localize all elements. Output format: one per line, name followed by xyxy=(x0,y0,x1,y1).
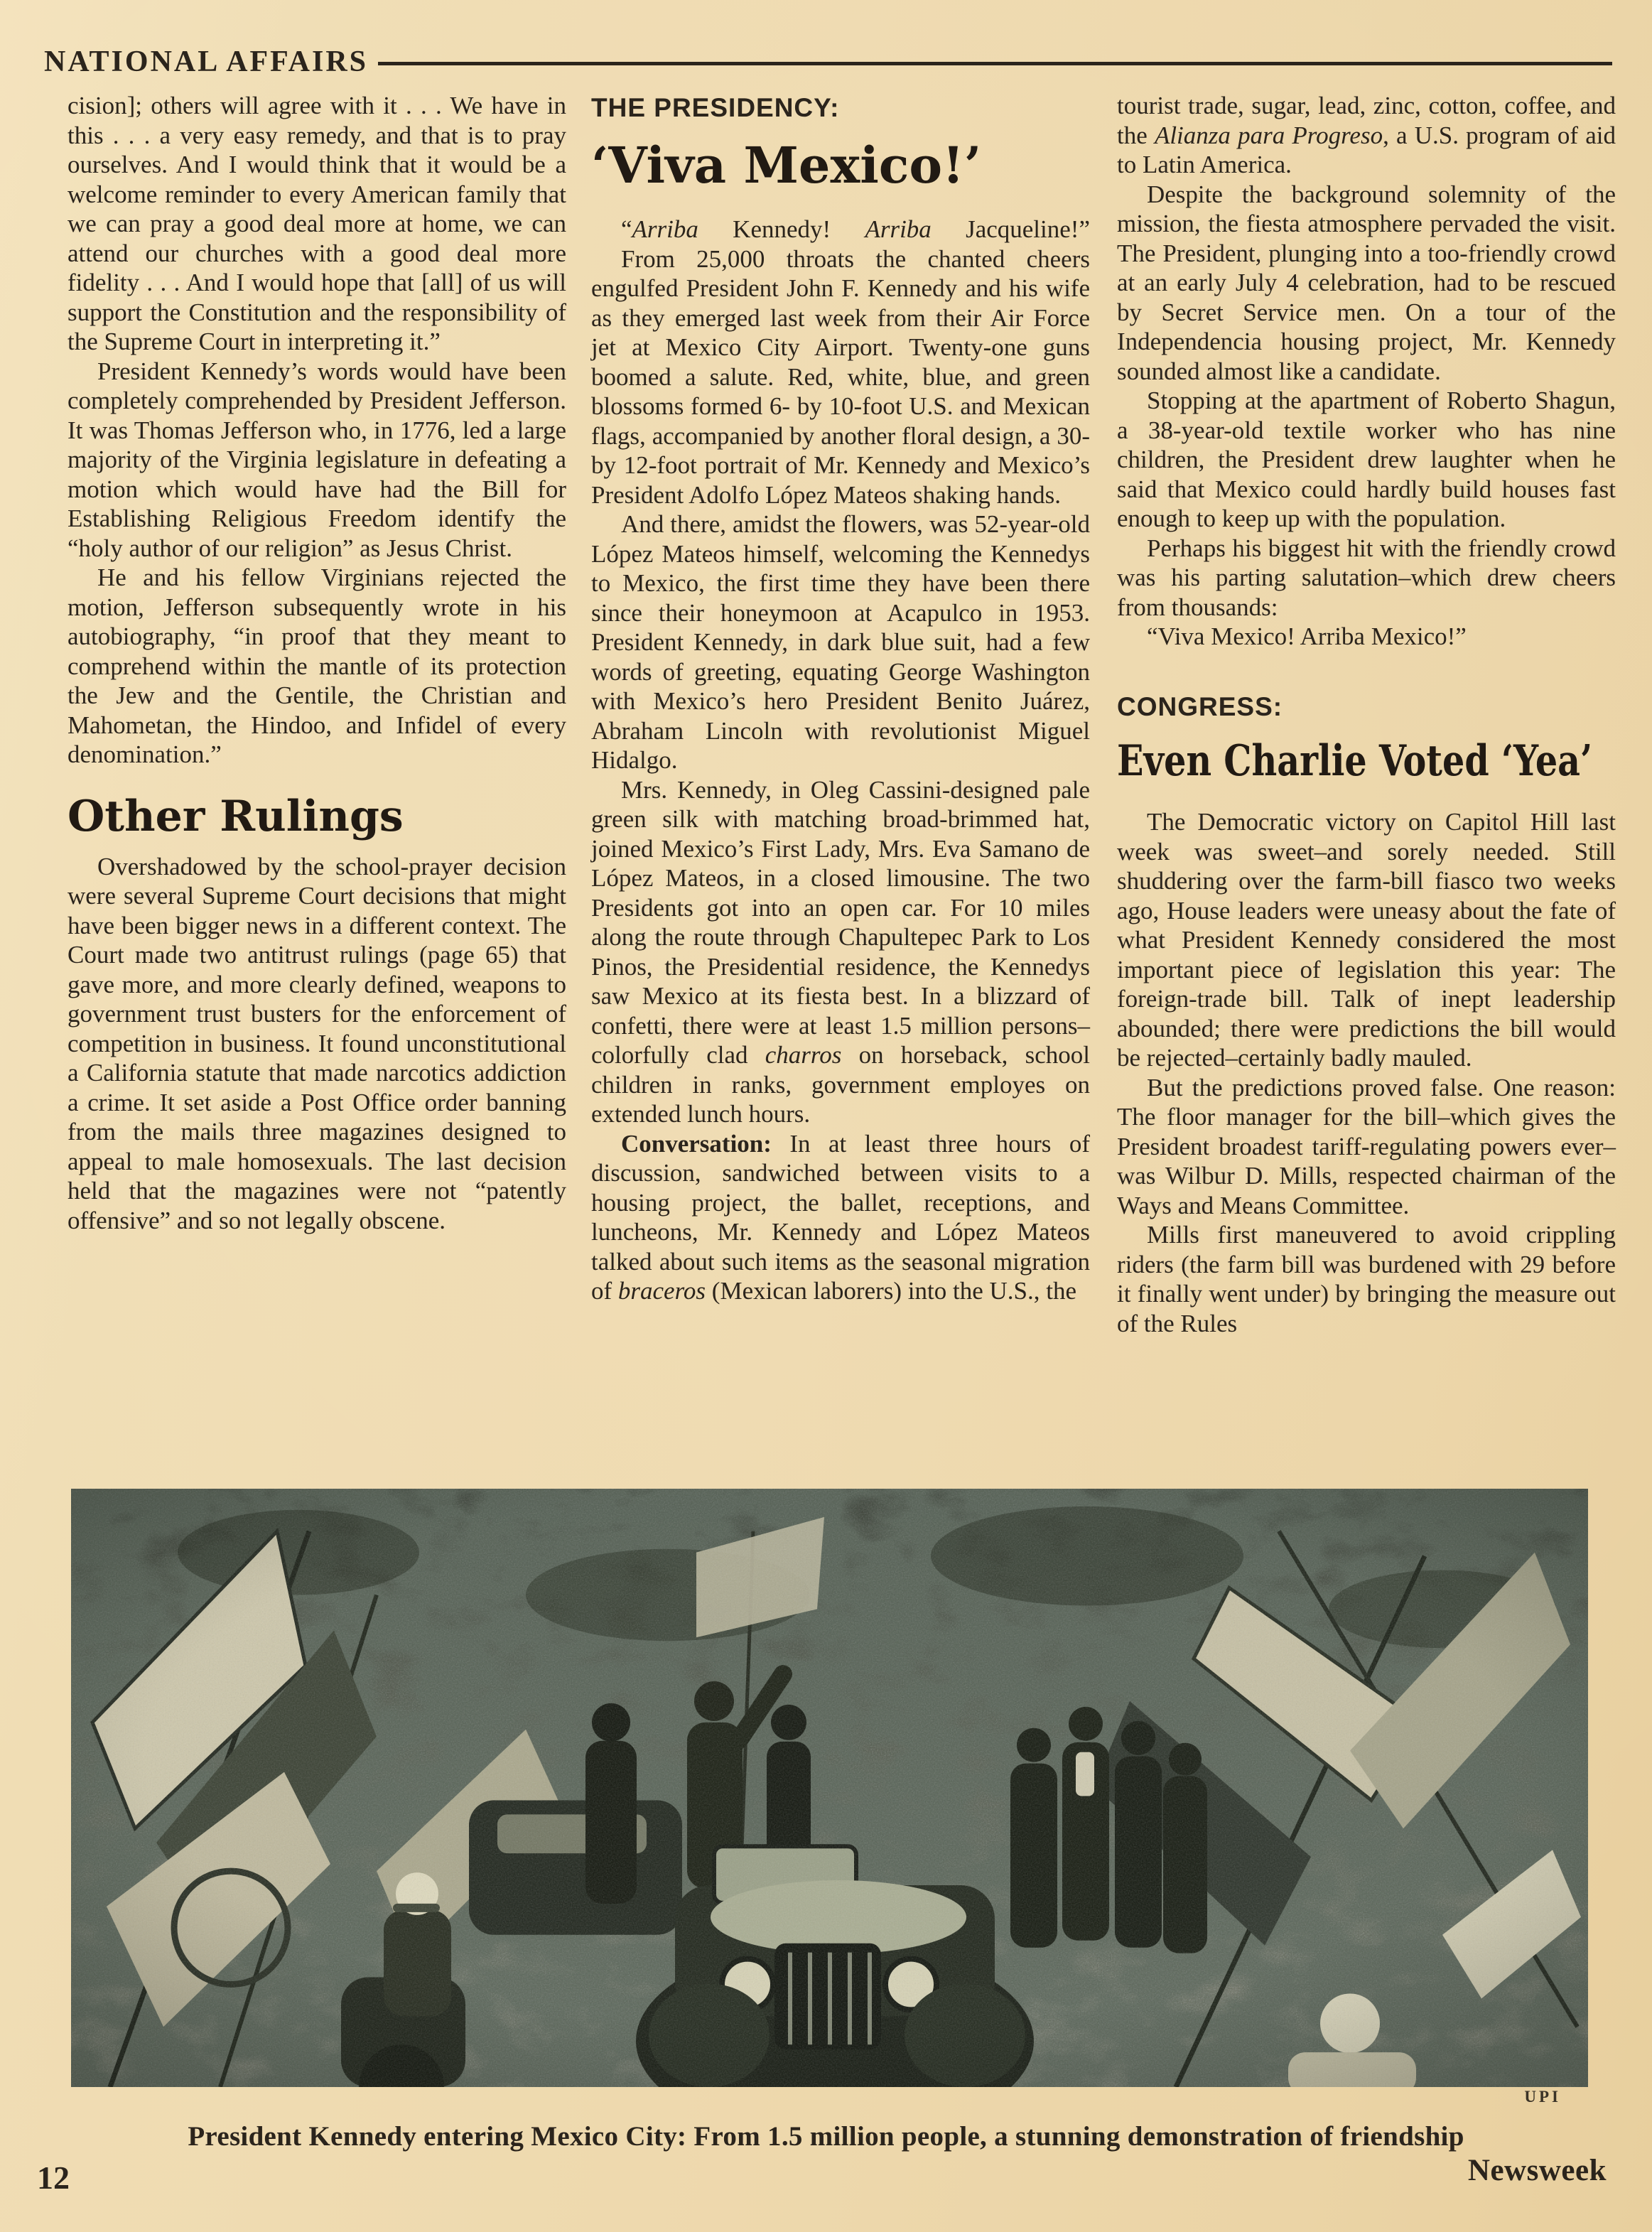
paragraph: From 25,000 throats the chanted cheers engulfed President John F. Kennedy and his wife as they emerged last week from their Air Force jet at Mexico City Airport. Twenty-one guns boomed a salute. Red, white, blue, and green blossoms formed 6- by 10-foot U.S. and Mexican flags, accompanied by another floral design, a 30- by 12-foot portrait of Mr. Kennedy and Mexico’s President Adolfo López Mateos shaking hands. xyxy=(591,244,1090,509)
photo-image xyxy=(71,1489,1588,2087)
kicker-congress: CONGRESS: xyxy=(1117,691,1283,721)
paragraph: “Arriba Kennedy! Arriba Jacqueline!” xyxy=(621,215,1090,244)
section-header xyxy=(44,47,1612,77)
photo-kennedy-motorcade xyxy=(71,1489,1588,2087)
paragraph: Overshadowed by the school-prayer decision were several Supreme Court decisions that might have been bigger news in a different context. The Court made two antitrust rulings (page 65) that gave more, and more clearly defined, weapons to government trust busters for the enforcement of competition in business. It found unconstitutional a California statute that made narcotics addiction a crime. It set aside a Post Office order banning from the mails three magazines designed to appeal to male homosexuals. The last decision held that the magazines were not “patently offensive” and so not legally obscene. xyxy=(68,852,566,1234)
header-rule xyxy=(378,62,1612,65)
kicker-presidency: THE PRESIDENCY: xyxy=(591,93,840,122)
paragraph: He and his fellow Virginians rejected the motion, Jefferson subsequently wrote in his autobiography, “in proof that they meant to comprehend within the mantle of its protection the Jew and the Gentile, the Christian and Mahometan, the Hindoo, and Infidel of every denomination.” xyxy=(68,564,566,768)
paragraph: Mrs. Kennedy, in Oleg Cassini-designed pale green silk with matching broad-brimmed hat, joined Mexico’s First Lady, Mrs. Eva Samano de López Mateos, in a closed limousine. The two Presidents got into an open car. For 10 miles along the route through Chapultepec Park to Los Pinos, the Presidential residence, the Kennedys saw Mexico at its fiesta best. In a blizzard of confetti, there were at least 1.5 million persons–colorfully clad charros on horseback, school children in ranks, government employes on extended lunch hours. xyxy=(591,775,1091,1128)
photo-credit: UPI xyxy=(1524,2088,1561,2106)
column-1 xyxy=(68,91,566,1235)
column-2 xyxy=(591,91,1090,1306)
section-title: NATIONAL AFFAIRS xyxy=(44,45,369,78)
paragraph: Perhaps his biggest hit with the friendly crowd was his parting salutation–which drew cheers from thousands: xyxy=(1117,534,1616,621)
page-number: 12 xyxy=(37,2160,70,2196)
magazine-name: Newsweek xyxy=(1467,2154,1607,2187)
paragraph: Despite the background solemnity of the mission, the fiesta atmosphere pervaded the visit. The President, plunging into a too-friendly crowd at an early July 4 celebration, had to be rescued by Secret Service men. On a tour of the Independencia housing project, Mr. Kennedy sounded almost like a candidate. xyxy=(1117,180,1616,385)
paragraph: President Kennedy’s words would have been completely comprehended by President Jefferson. It was Thomas Jefferson who, in 1776, led a large majority of the Virginia legislature in defeating a motion which would have had the Bill for Establishing Religious Freedom identify the “holy author of our religion” as Jesus Christ. xyxy=(68,357,566,562)
paragraph: Stopping at the apartment of Roberto Shagun, a 38-year-old textile worker who has nine children, the President drew laughter when he said that Mexico could hardly build houses fast enough to keep up with the population. xyxy=(1117,387,1616,532)
photo-caption: President Kennedy entering Mexico City: From 1.5 million people, a stunning demonstration of friendship xyxy=(188,2121,1464,2152)
subheading-other-rulings: Other Rulings xyxy=(68,791,404,841)
paragraph: And there, amidst the flowers, was 52-year-old López Mateos himself, welcoming the Kennedys to Mexico, the first time they have been there since their honeymoon at Acapulco in 1953. President Kennedy, in dark blue suit, had a few words of greeting, equating George Washington with Mexico’s hero President Benito Juárez, Abraham Lincoln with revolutionist Miguel Hidalgo. xyxy=(591,510,1090,775)
paragraph: But the predictions proved false. One reason: The floor manager for the bill–which gives the President broadest tariff-regulating powers ever–was Wilbur D. Mills, respected chairman of the Ways and Means Committee. xyxy=(1117,1073,1616,1219)
paragraph: The Democratic victory on Capitol Hill last week was sweet–and sorely needed. Still shuddering over the farm-bill fiasco two weeks ago, House leaders were uneasy about the fate of what President Kennedy considered the most important piece of legislation this year: The foreign-trade bill. Talk of inept leadership abounded; there were predictions the bill would be rejected–certainly badly mauled. xyxy=(1117,808,1616,1072)
paragraph: “Viva Mexico! Arriba Mexico!” xyxy=(1147,622,1467,650)
headline-text: Even Charlie Voted ‘Yea’ xyxy=(1117,736,1593,787)
headline-viva-mexico: ‘Viva Mexico!’ xyxy=(591,135,982,195)
headline-even-charlie xyxy=(1117,736,1616,787)
paragraph: tourist trade, sugar, lead, zinc, cotton, coffee, and the Alianza para Progreso, a U.S. program of aid to Latin America. xyxy=(1117,92,1616,178)
column-3 xyxy=(1117,91,1616,1338)
paragraph: cision]; others will agree with it . . . We have in this . . . a very easy remedy, and that is to pray ourselves. And I would think that it would be a welcome reminder to every American family that we can pray a good deal more at home, we can attend our churches with a good deal more fidelity . . . And I would hope that [all] of us will support the Constitution and the responsibility of the Supreme Court in interpreting it.” xyxy=(68,92,566,355)
paragraph: Mills first maneuvered to avoid crippling riders (the farm bill was burdened with 29 before it finally went under) by bringing the measure out of the Rules xyxy=(1117,1221,1616,1337)
paragraph: Conversation: In at least three hours of discussion, sandwiched between visits to a housing project, the ballet, receptions, and luncheons, Mr. Kennedy and López Mateos talked about such items as the seasonal migration of braceros (Mexican laborers) into the U.S., the xyxy=(591,1129,1090,1305)
